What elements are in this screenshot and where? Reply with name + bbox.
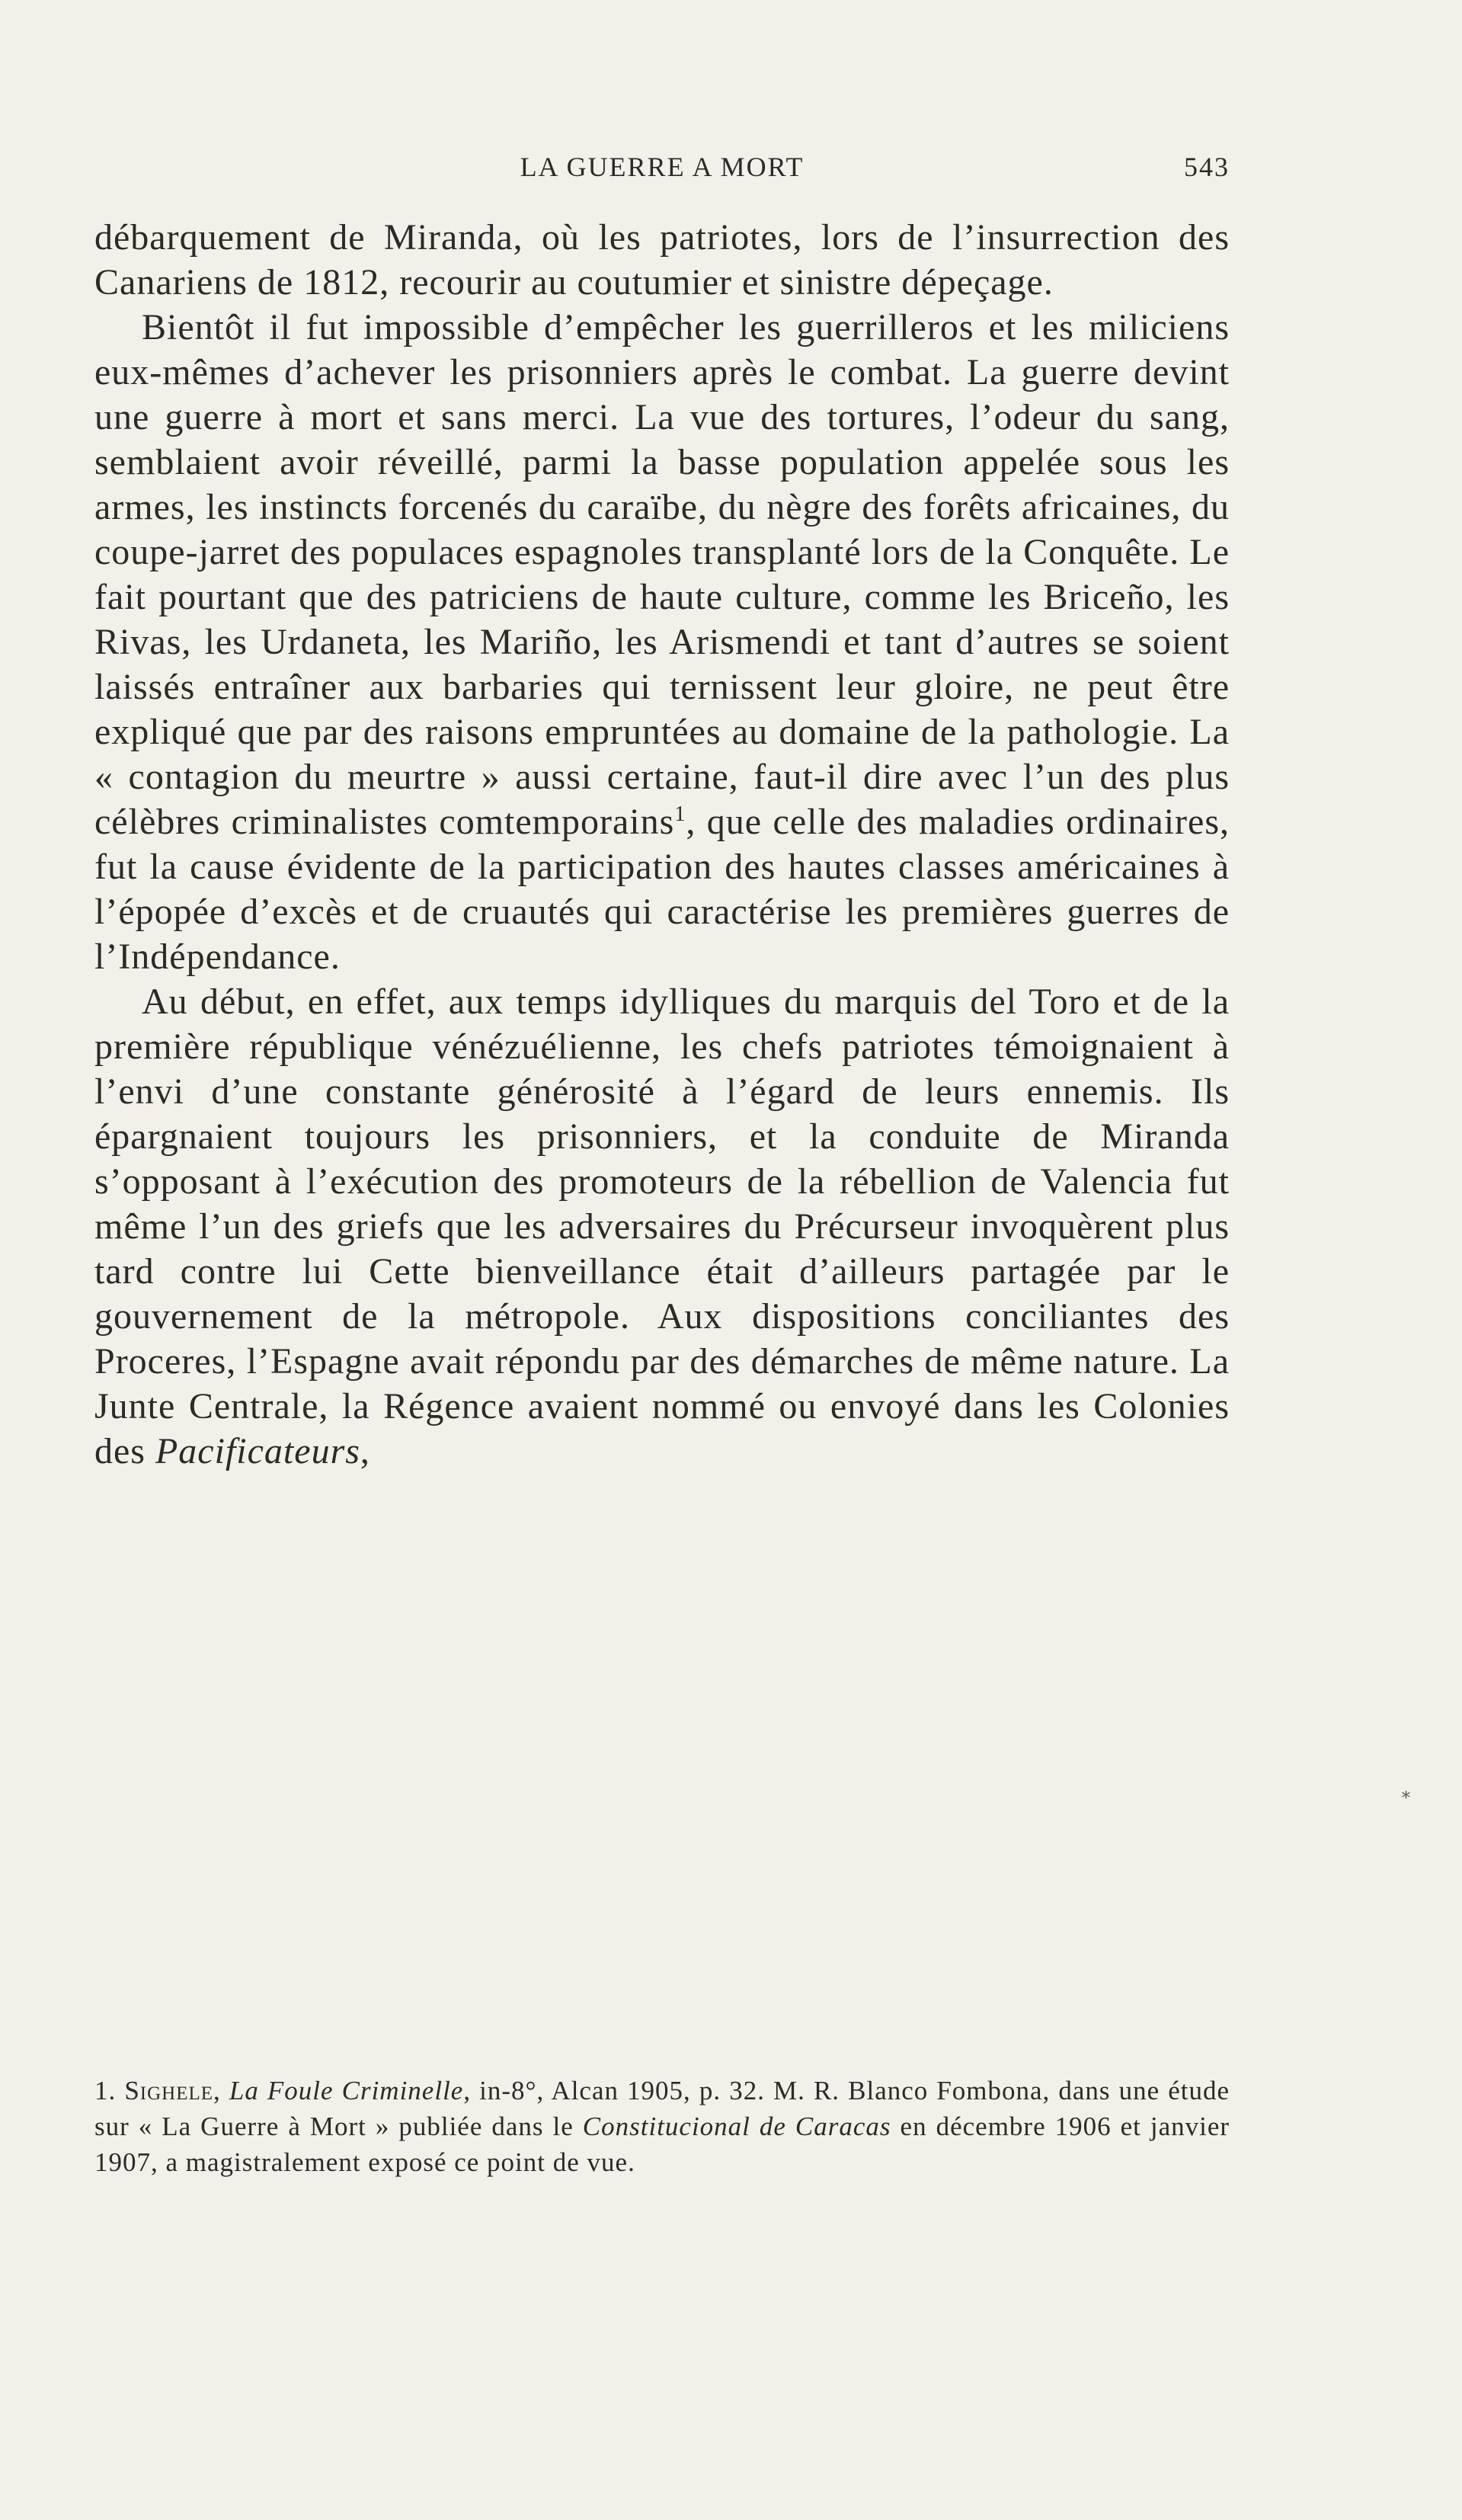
paragraph-punctuation: , [360,1431,370,1471]
running-title: LA GUERRE A MORT [520,152,805,182]
footnote-author: Sighele [124,2076,214,2105]
italic-term: Pacificateurs [155,1431,360,1471]
footnote-journal-title: Constitucional de Caracas [582,2112,891,2141]
footnote-separator: , [213,2076,229,2105]
paragraph-text: Bientôt il fut impossible d’empêcher les guerrilleros et les miliciens eux-mêmes d’achever les prisonniers après le combat. La guerre devint une guerre à mort et sans merci. La vue des tortures, l’odeur du sang, semblaient avoir réveillé, parmi la basse population appelée sous les armes, les instincts forcenés du caraïbe, du nègre des forêts africaines, du coupe-jarret des populaces espagnoles transplanté lors de la Conquête. Le fait pourtant que des patriciens de haute culture, comme les Briceño, les Rivas, les Urdaneta, les Mariño, les Arismendi et tant d’autres se soient laissés entraîner aux barbaries qui ternissent leur gloire, ne peut être expliqué que par des raisons empruntées au domaine de la pathologie. La « contagion du meurtre » aussi certaine, faut-il dire avec l’un des plus célèbres criminalistes comtemporains [94,307,1230,842]
footnote-book-title: La Foule Criminelle [229,2076,464,2105]
running-head [94,151,1230,189]
footnote-reference: 1 [674,802,686,826]
paragraph-debut [94,979,1230,1474]
paragraph-guerre-a-mort [94,305,1230,979]
footnote-details: , in-8°, Alcan 1905, p. 32. M. R. Blanco Fombona, dans une étude sur « La Guerre à Mort » publiée dans le [94,2076,1230,2141]
body-text [94,215,1230,1474]
paragraph-text: Au début, en effet, aux temps idylliques du marquis del Toro et de la première république vénézuélienne, les chefs patriotes témoignaient à l’envi d’une constante générosité à l’égard de leurs ennemis. Ils épargnaient toujours les prisonniers, et la conduite de Miranda s’opposant à l’exécution des promoteurs de la rébellion de Valencia fut même l’un des griefs que les adversaires du Précurseur invoquèrent plus tard contre lui Cette bienveillance était d’ailleurs partagée par le gouvernement de la métropole. Aux dispositions conciliantes des Proceres, l’Espagne avait répondu par des démarches de même nature. La Junte Centrale, la Régence avaient nommé ou envoyé dans les Colonies des [94,981,1230,1471]
paragraph-text-continued: , que celle des maladies ordinaires, fut la cause évidente de la participation des hautes classes américaines à l’épopée d’excès et de cruautés qui caractérise les premières guerres de l’Indépendance. [94,802,1230,977]
footnote [94,2073,1230,2180]
footnote-details-end: en décembre 1906 et janvier 1907, a magistralement exposé ce point de vue. [94,2112,1230,2177]
margin-mark: * [1402,1789,1410,1808]
paragraph-continued: débarquement de Miranda, où les patriotes, lors de l’insurrection des Canariens de 1812, recourir au coutumier et sinistre dépeçage. [94,217,1230,303]
footnote-number: 1. [94,2076,117,2105]
page-number: 543 [1184,152,1230,182]
